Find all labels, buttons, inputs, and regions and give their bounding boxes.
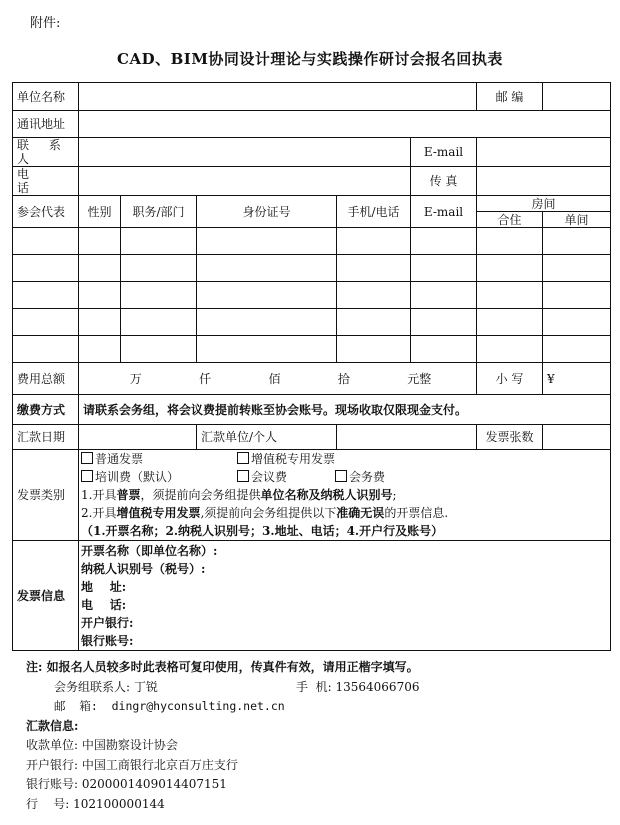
contact-label: 联 系 人 — [13, 138, 79, 167]
form-title: CAD、BIM协同设计理论与实践操作研讨会报名回执表 — [117, 50, 503, 68]
lowercase-label: 小 写 — [477, 363, 543, 395]
option-service-fee[interactable]: 会务费 — [335, 468, 385, 486]
option-meeting-fee[interactable]: 会议费 — [237, 468, 335, 486]
fee-total-field[interactable] — [79, 363, 477, 395]
payee-line: 收款单位: 中国勘察设计协会 — [26, 738, 178, 752]
shared-room-header: 合住 — [477, 212, 543, 228]
invoice-instruction-1: 1.开具普票，须提前向会务组提供单位名称及纳税人识别号; — [81, 488, 397, 502]
bank-account-field[interactable]: 银行账号: — [81, 633, 134, 648]
fee-unit-bai: 佰 — [268, 371, 281, 386]
position-header: 职务/部门 — [121, 196, 197, 228]
attendee-row[interactable] — [13, 255, 611, 282]
invoice-count-field[interactable] — [543, 425, 611, 450]
contact-email-field[interactable] — [477, 138, 611, 167]
fee-unit-qian: 仟 — [199, 371, 212, 386]
contact-person: 会务组联系人: 丁锐 — [54, 679, 158, 694]
unit-name-field[interactable] — [79, 83, 477, 111]
remit-unit-field[interactable] — [337, 425, 477, 450]
invoice-phone-field[interactable]: 电 话: — [81, 597, 127, 612]
payment-method-label: 缴费方式 — [13, 395, 79, 425]
note-text: 注: 如报名人员较多时此表格可复印使用，传真件有效，请用正楷字填写。 — [26, 660, 419, 674]
invoice-type-label: 发票类别 — [13, 450, 79, 541]
invoice-address-field[interactable]: 地 址: — [81, 579, 127, 594]
mobile-header: 手机/电话 — [337, 196, 411, 228]
attachment-label: 附件: — [30, 16, 61, 31]
lowercase-field[interactable] — [543, 363, 611, 395]
room-header: 房间 — [477, 196, 611, 212]
email-header: E-mail — [411, 196, 477, 228]
option-normal-invoice[interactable]: 普通发票 — [81, 450, 237, 468]
postcode-label: 邮 编 — [477, 83, 543, 111]
payment-method-text: 请联系会务组，将会议费提前转账至协会账号。现场收取仅限现金支付。 — [79, 395, 611, 425]
attendee-row[interactable] — [13, 228, 611, 255]
checkbox-icon — [237, 470, 249, 482]
fax-label: 传 真 — [411, 167, 477, 196]
checkbox-icon — [81, 470, 93, 482]
gender-header: 性别 — [79, 196, 121, 228]
fax-field[interactable] — [477, 167, 611, 196]
checkbox-icon — [335, 470, 347, 482]
remit-date-field[interactable] — [79, 425, 197, 450]
attendee-row[interactable] — [13, 309, 611, 336]
invoice-count-label: 发票张数 — [477, 425, 543, 450]
fee-unit-shi: 拾 — [337, 371, 350, 386]
contact-field[interactable] — [79, 138, 411, 167]
postcode-field[interactable] — [543, 83, 611, 111]
invoice-info-label: 发票信息 — [13, 541, 79, 651]
fee-total-label: 费用总额 — [13, 363, 79, 395]
fee-unit-wan: 万 — [129, 371, 142, 386]
address-field[interactable] — [79, 111, 611, 138]
account-line: 银行账号: 0200001409014407151 — [26, 777, 227, 791]
fee-unit-yuan: 元整 — [407, 371, 432, 386]
attendee-header: 参会代表 — [13, 196, 79, 228]
contact-email: 邮 箱: dingr@hyconsulting.net.cn — [54, 699, 285, 713]
phone-label: 电 话 — [13, 167, 79, 196]
bank-line: 开户银行: 中国工商银行北京百万庄支行 — [26, 757, 238, 772]
attendee-row[interactable] — [13, 282, 611, 309]
contact-mobile: 手 机: 13564066706 — [296, 679, 420, 694]
invoice-instruction-2: 2.开具增值税专用发票,须提前向会务组提供以下准确无误的开票信息. — [81, 506, 449, 520]
registration-form — [12, 82, 611, 651]
checkbox-icon — [81, 452, 93, 464]
yen-symbol: ¥ — [547, 371, 555, 386]
taxpayer-id-field[interactable]: 纳税人识别号（税号）: — [81, 561, 206, 576]
footer-notes — [26, 658, 419, 814]
bank-name-field[interactable]: 开户银行: — [81, 615, 134, 630]
checkbox-icon — [237, 452, 249, 464]
single-room-header: 单间 — [543, 212, 611, 228]
unit-name-label: 单位名称 — [13, 83, 79, 111]
contact-email-label: E-mail — [411, 138, 477, 167]
remit-unit-cell[interactable] — [197, 425, 337, 450]
id-number-header: 身份证号 — [197, 196, 337, 228]
remit-date-label: 汇款日期 — [13, 425, 79, 450]
phone-field[interactable] — [79, 167, 411, 196]
invoice-instruction-3: （1.开票名称；2.纳税人识别号；3.地址、电话；4.开户行及账号） — [81, 524, 444, 538]
attendee-row[interactable] — [13, 336, 611, 363]
invoice-name-field[interactable]: 开票名称（即单位名称）: — [81, 543, 218, 558]
remit-info-heading: 汇款信息: — [26, 718, 79, 733]
address-label: 通讯地址 — [13, 111, 79, 138]
option-vat-invoice[interactable]: 增值税专用发票 — [237, 450, 335, 468]
bank-number-line: 行 号: 102100000144 — [26, 796, 165, 811]
remit-unit-label: 汇款单位/个人 — [201, 430, 278, 444]
option-training-fee[interactable]: 培训费（默认） — [81, 468, 237, 486]
